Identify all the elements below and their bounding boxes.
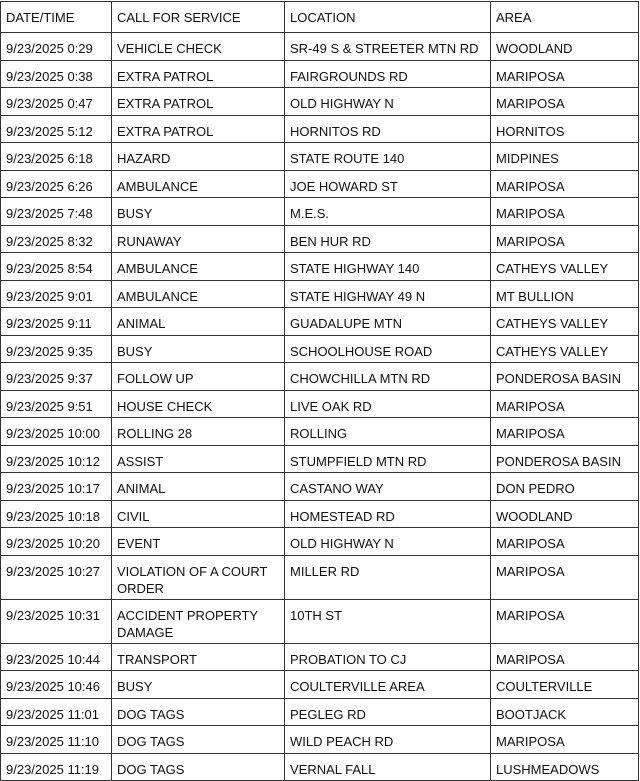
cell-call-for-service: BUSY — [112, 198, 285, 226]
table-row — [1, 198, 639, 226]
table-row — [1, 335, 639, 363]
cell-call-for-service: BUSY — [112, 335, 285, 363]
cell-date-time: 9/23/2025 10:46 — [1, 671, 112, 699]
table-row — [1, 225, 639, 253]
cell-date-time: 9/23/2025 9:51 — [1, 390, 112, 418]
cell-call-for-service: VIOLATION OF A COURT ORDER — [112, 555, 285, 599]
cell-date-time: 9/23/2025 8:54 — [1, 253, 112, 281]
cell-call-for-service: CIVIL — [112, 500, 285, 528]
cell-call-for-service: HOUSE CHECK — [112, 390, 285, 418]
cell-location: LIVE OAK RD — [285, 390, 491, 418]
cell-area: MARIPOSA — [491, 555, 639, 599]
table-row — [1, 33, 639, 61]
cell-call-for-service: ACCIDENT PROPERTY DAMAGE — [112, 599, 285, 643]
cell-location: STATE HIGHWAY 49 N — [285, 280, 491, 308]
cell-area: CATHEYS VALLEY — [491, 253, 639, 281]
cell-call-for-service: AMBULANCE — [112, 280, 285, 308]
cell-location: PROBATION TO CJ — [285, 643, 491, 671]
table-row — [1, 308, 639, 336]
table-row — [1, 60, 639, 88]
cell-date-time: 9/23/2025 9:37 — [1, 363, 112, 391]
cell-location: PEGLEG RD — [285, 698, 491, 726]
cell-location: SR-49 S & STREETER MTN RD — [285, 33, 491, 61]
cell-area: LUSHMEADOWS — [491, 753, 639, 781]
cell-call-for-service: EXTRA PATROL — [112, 60, 285, 88]
cell-date-time: 9/23/2025 10:31 — [1, 599, 112, 643]
cell-date-time: 9/23/2025 10:20 — [1, 528, 112, 556]
cell-date-time: 9/23/2025 7:48 — [1, 198, 112, 226]
table-row — [1, 390, 639, 418]
cell-location: MILLER RD — [285, 555, 491, 599]
cell-date-time: 9/23/2025 9:11 — [1, 308, 112, 336]
cell-location: 10TH ST — [285, 599, 491, 643]
table-row — [1, 115, 639, 143]
cell-date-time: 9/23/2025 9:35 — [1, 335, 112, 363]
table-row — [1, 753, 639, 781]
cell-call-for-service: EVENT — [112, 528, 285, 556]
cell-area: DON PEDRO — [491, 473, 639, 501]
cell-call-for-service: BUSY — [112, 671, 285, 699]
cell-location: CHOWCHILLA MTN RD — [285, 363, 491, 391]
cell-date-time: 9/23/2025 11:19 — [1, 753, 112, 781]
cell-call-for-service: ASSIST — [112, 445, 285, 473]
table-row — [1, 418, 639, 446]
cell-call-for-service: TRANSPORT — [112, 643, 285, 671]
cell-location: WILD PEACH RD — [285, 726, 491, 754]
table-row — [1, 500, 639, 528]
table-row — [1, 698, 639, 726]
table-row — [1, 363, 639, 391]
cell-call-for-service: EXTRA PATROL — [112, 115, 285, 143]
cell-location: HORNITOS RD — [285, 115, 491, 143]
cell-location: OLD HIGHWAY N — [285, 88, 491, 116]
cell-area: MARIPOSA — [491, 225, 639, 253]
table-row — [1, 253, 639, 281]
cell-location: STATE ROUTE 140 — [285, 143, 491, 171]
cell-call-for-service: DOG TAGS — [112, 753, 285, 781]
cell-location: ROLLING — [285, 418, 491, 446]
table-row — [1, 528, 639, 556]
cell-call-for-service: DOG TAGS — [112, 698, 285, 726]
table-row — [1, 643, 639, 671]
cell-area: PONDEROSA BASIN — [491, 363, 639, 391]
header-date-time: DATE/TIME — [1, 2, 112, 33]
cell-area: WOODLAND — [491, 500, 639, 528]
cell-area: MARIPOSA — [491, 418, 639, 446]
cell-area: MARIPOSA — [491, 390, 639, 418]
table-row — [1, 726, 639, 754]
cell-location: COULTERVILLE AREA — [285, 671, 491, 699]
table-row — [1, 143, 639, 171]
cell-call-for-service: FOLLOW UP — [112, 363, 285, 391]
header-location: LOCATION — [285, 2, 491, 33]
cell-date-time: 9/23/2025 9:01 — [1, 280, 112, 308]
cell-location: HOMESTEAD RD — [285, 500, 491, 528]
cell-call-for-service: RUNAWAY — [112, 225, 285, 253]
cell-area: MARIPOSA — [491, 528, 639, 556]
cell-area: COULTERVILLE — [491, 671, 639, 699]
cell-location: SCHOOLHOUSE ROAD — [285, 335, 491, 363]
header-row — [1, 2, 639, 33]
cell-location: VERNAL FALL — [285, 753, 491, 781]
table-row — [1, 555, 639, 599]
cell-area: HORNITOS — [491, 115, 639, 143]
cell-area: CATHEYS VALLEY — [491, 308, 639, 336]
header-area: AREA — [491, 2, 639, 33]
cell-area: MARIPOSA — [491, 599, 639, 643]
cell-date-time: 9/23/2025 8:32 — [1, 225, 112, 253]
cell-location: FAIRGROUNDS RD — [285, 60, 491, 88]
cell-location: BEN HUR RD — [285, 225, 491, 253]
cell-date-time: 9/23/2025 6:18 — [1, 143, 112, 171]
cell-location: STUMPFIELD MTN RD — [285, 445, 491, 473]
cell-date-time: 9/23/2025 10:27 — [1, 555, 112, 599]
cell-date-time: 9/23/2025 10:44 — [1, 643, 112, 671]
cell-area: MARIPOSA — [491, 198, 639, 226]
cell-call-for-service: VEHICLE CHECK — [112, 33, 285, 61]
table-header — [1, 2, 639, 33]
cell-area: MARIPOSA — [491, 170, 639, 198]
table-row — [1, 599, 639, 643]
cell-call-for-service: ROLLING 28 — [112, 418, 285, 446]
cell-date-time: 9/23/2025 10:12 — [1, 445, 112, 473]
cell-date-time: 9/23/2025 10:18 — [1, 500, 112, 528]
cell-location: OLD HIGHWAY N — [285, 528, 491, 556]
cell-area: MARIPOSA — [491, 726, 639, 754]
header-call-for-service: CALL FOR SERVICE — [112, 2, 285, 33]
cell-date-time: 9/23/2025 0:29 — [1, 33, 112, 61]
table-row — [1, 445, 639, 473]
table-row — [1, 473, 639, 501]
cell-location: CASTANO WAY — [285, 473, 491, 501]
cell-area: MARIPOSA — [491, 60, 639, 88]
cell-date-time: 9/23/2025 11:01 — [1, 698, 112, 726]
table-row — [1, 88, 639, 116]
cell-area: MARIPOSA — [491, 88, 639, 116]
cell-call-for-service: EXTRA PATROL — [112, 88, 285, 116]
cell-area: MIDPINES — [491, 143, 639, 171]
cell-area: PONDEROSA BASIN — [491, 445, 639, 473]
cell-date-time: 9/23/2025 0:38 — [1, 60, 112, 88]
cell-date-time: 9/23/2025 10:17 — [1, 473, 112, 501]
table-row — [1, 280, 639, 308]
table-body — [1, 33, 639, 781]
call-log-table — [0, 1, 639, 781]
cell-area: MT BULLION — [491, 280, 639, 308]
cell-area: BOOTJACK — [491, 698, 639, 726]
cell-date-time: 9/23/2025 6:26 — [1, 170, 112, 198]
cell-call-for-service: ANIMAL — [112, 308, 285, 336]
cell-location: M.E.S. — [285, 198, 491, 226]
cell-location: GUADALUPE MTN — [285, 308, 491, 336]
table-row — [1, 170, 639, 198]
cell-area: CATHEYS VALLEY — [491, 335, 639, 363]
cell-area: WOODLAND — [491, 33, 639, 61]
cell-date-time: 9/23/2025 5:12 — [1, 115, 112, 143]
cell-call-for-service: AMBULANCE — [112, 170, 285, 198]
cell-call-for-service: AMBULANCE — [112, 253, 285, 281]
cell-location: JOE HOWARD ST — [285, 170, 491, 198]
cell-area: MARIPOSA — [491, 643, 639, 671]
cell-date-time: 9/23/2025 0:47 — [1, 88, 112, 116]
table-row — [1, 671, 639, 699]
cell-call-for-service: ANIMAL — [112, 473, 285, 501]
cell-call-for-service: DOG TAGS — [112, 726, 285, 754]
cell-location: STATE HIGHWAY 140 — [285, 253, 491, 281]
cell-call-for-service: HAZARD — [112, 143, 285, 171]
cell-date-time: 9/23/2025 11:10 — [1, 726, 112, 754]
cell-date-time: 9/23/2025 10:00 — [1, 418, 112, 446]
